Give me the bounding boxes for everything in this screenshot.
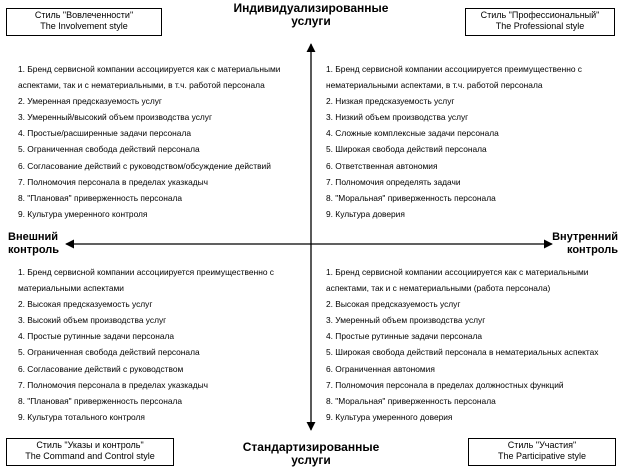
list-item: 7. Полномочия персонала в пределах указкадыч: [18, 176, 209, 187]
list-item: аспектами, так и с нематериальными (работа персонала): [326, 283, 551, 294]
list-item: 2. Высокая предсказуемость услуг: [326, 299, 461, 310]
list-item: 7. Полномочия определять задачи: [326, 176, 461, 187]
list-item: 7. Полномочия персонала в пределах должностных функций: [326, 379, 564, 390]
list-item: 1. Бренд сервисной компании ассоциируется как с материальными: [18, 64, 281, 74]
quadrant-involvement-list: [18, 61, 304, 222]
list-item: материальными аспектами: [18, 283, 124, 294]
list-item: 6. Ограниченная автономия: [326, 363, 435, 374]
axis-bottom-label: Стандартизированные услуги: [242, 440, 380, 467]
list-item: 8. "Моральная" приверженность персонала: [326, 192, 496, 203]
style-box-participative: Стиль "Участия" The Participative style: [468, 438, 616, 466]
quadrant-participative-list: [326, 264, 616, 425]
style-box-professional: Стиль "Профессиональный" The Professional style: [465, 8, 615, 36]
list-item: 1. Бренд сервисной компании ассоциируется как с материальными: [326, 267, 589, 277]
list-item: 5. Ограниченная свобода действий персонала: [18, 347, 200, 358]
list-item: 3. Умеренный объем производства услуг: [326, 315, 486, 326]
list-item: 8. "Плановая" приверженность персонала: [18, 192, 183, 203]
list-item: 6. Согласование действий с руководством/обсуждение действий: [18, 160, 271, 171]
list-item: 5. Широкая свобода действий персонала в нематериальных аспектах: [326, 347, 599, 358]
list-item: 2. Низкая предсказуемость услуг: [326, 96, 455, 107]
list-item: 9. Культура тотального контроля: [18, 411, 145, 422]
list-item: 3. Умеренный/высокий объем производства услуг: [18, 112, 213, 123]
list-item: 4. Простые/расширенные задачи персонала: [18, 128, 191, 139]
list-item: 6. Согласование действий с руководством: [18, 363, 184, 374]
list-item: аспектами, так и с нематериальными, в т.ч. работой персонала: [18, 80, 265, 91]
list-item: 8. "Моральная" приверженность персонала: [326, 395, 496, 406]
list-item: 7. Полномочия персонала в пределах указкадыч: [18, 379, 209, 390]
list-item: 5. Широкая свобода действий персонала: [326, 144, 487, 155]
quadrant-professional-list: [326, 61, 616, 222]
list-item: 6. Ответственная автономия: [326, 160, 438, 171]
axis-left-label: Внешний контроль: [8, 231, 60, 256]
list-item: 4. Простые рутинные задачи персонала: [18, 331, 175, 342]
style-box-involvement: Стиль "Вовлеченности" The Involvement style: [6, 8, 162, 36]
list-item: 4. Сложные комплексные задачи персонала: [326, 128, 499, 139]
style-box-command-control: Стиль "Указы и контроль" The Command and Control style: [6, 438, 174, 466]
list-item: 2. Умеренная предсказуемость услуг: [18, 96, 162, 107]
list-item: 5. Ограниченная свобода действий персонала: [18, 144, 200, 155]
list-item: 1. Бренд сервисной компании ассоциируется преимущественно с: [326, 64, 582, 74]
list-item: 9. Культура умеренного контроля: [18, 208, 148, 219]
axis-right-label: Внутренний контроль: [552, 231, 618, 256]
list-item: 4. Простые рутинные задачи персонала: [326, 331, 483, 342]
quadrant-command-control-list: [18, 264, 304, 425]
list-item: 9. Культура доверия: [326, 208, 405, 219]
list-item: 9. Культура умеренного доверия: [326, 411, 453, 422]
axis-top-label: Индивидуализированные услуги: [233, 1, 389, 28]
list-item: 3. Высокий объем производства услуг: [18, 315, 167, 326]
list-item: 1. Бренд сервисной компании ассоциируется преимущественно с: [18, 267, 274, 277]
list-item: 3. Низкий объем производства услуг: [326, 112, 469, 123]
list-item: нематериальными аспектами, в т.ч. работой персонала: [326, 80, 543, 91]
list-item: 2. Высокая предсказуемость услуг: [18, 299, 153, 310]
list-item: 8. "Плановая" приверженность персонала: [18, 395, 183, 406]
